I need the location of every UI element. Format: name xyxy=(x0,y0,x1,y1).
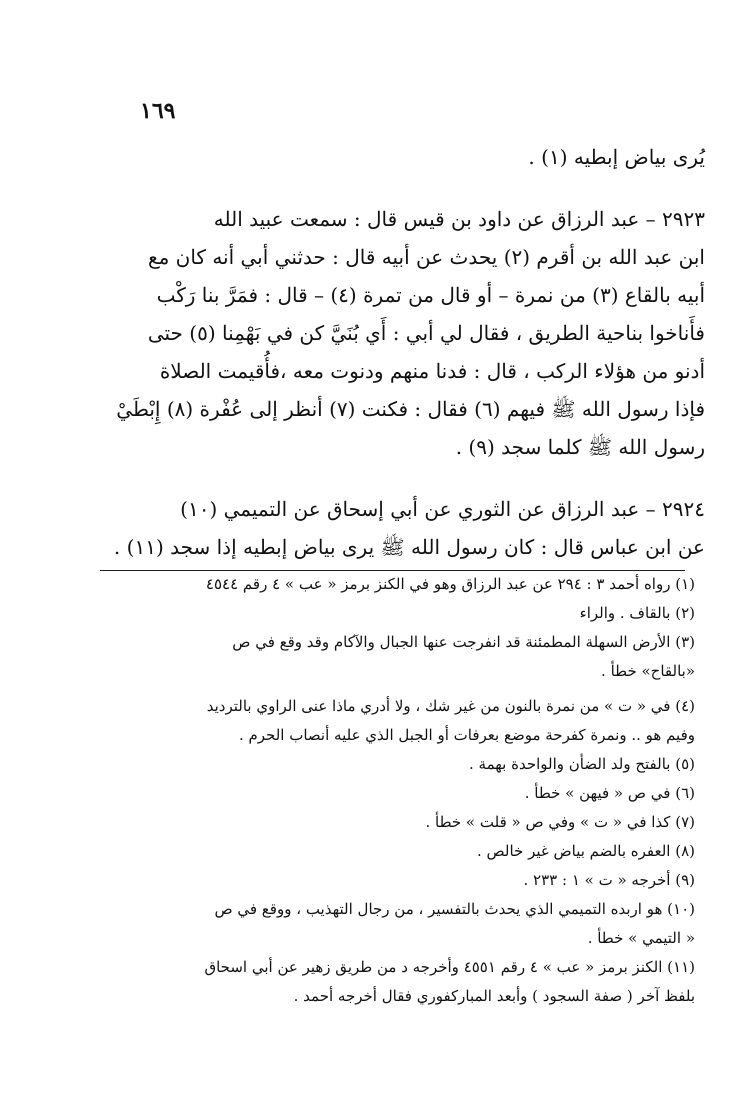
footnote-continuation: بلفظ آخر ( صفة السجود ) وأبعد المباركفوري فقال أخرجه أحمد . xyxy=(293,987,695,1005)
hadith-line: ٢٩٢٤ – عبد الرزاق عن الثوري عن أبي إسحاق عن التميمي (١٠) xyxy=(180,497,705,521)
hadith-line: رسول الله ﷺ كلما سجد (٩) . xyxy=(455,435,705,459)
hadith-line: ٢٩٢٣ – عبد الرزاق عن داود بن قيس قال : سمعت عبيد الله xyxy=(213,207,705,231)
footnotes xyxy=(95,570,695,1011)
hadith-line: عن ابن عباس قال : كان رسول الله ﷺ يرى بياض إبطيه إذا سجد (١١) . xyxy=(113,535,705,559)
page-number: ١٦٩ xyxy=(140,98,176,124)
hadith-line: أدنو من هؤلاء الركب ، قال : فدنا منهم ودنوت معه ،فأُقيمت الصلاة xyxy=(159,359,705,383)
intro-line: يُرى بياض إبطيه (١) . xyxy=(528,145,705,169)
footnote: (٣) الأرض السهلة المطمئنة قد انفرجت عنها الجبال والآكام وقد وقع في ص xyxy=(232,633,695,651)
footnote: (١١) الكنز برمز « عب » ٤ رقم ٤٥٥١ وأخرجه د من طريق زهير عن أبي اسحاق xyxy=(204,958,695,976)
hadith-line: فأَناخوا بناحية الطريق ، فقال لي أبي : أَي بُنَيَّ كن في بَهْمِنا (٥) حتى xyxy=(147,321,705,345)
main-text xyxy=(113,138,705,566)
footnote: (٤) في « ت » من نمرة بالنون من غير شك ، ولا أدري ماذا عنى الراوي بالترديد xyxy=(206,697,695,715)
hadith-2924 xyxy=(113,490,705,566)
footnote-continuation: «بالقاح» خطأ . xyxy=(601,662,695,680)
paragraph-gap xyxy=(120,466,705,490)
hadith-2923 xyxy=(116,200,705,466)
footnote: (٦) في ص « فيهن » خطأ . xyxy=(524,784,695,802)
hadith-line: ابن عبد الله بن أقرم (٢) يحدث عن أبيه قال : حدثني أبي أنه كان مع xyxy=(147,245,705,269)
footnote: (١) رواه أحمد ٣ : ٢٩٤ عن عبد الرزاق وهو في الكنز برمز « عب » ٤ رقم ٤٥٤٤ xyxy=(205,575,695,593)
footnote: (٥) بالفتح ولد الضأن والواحدة بهمة . xyxy=(469,755,695,773)
paragraph-gap xyxy=(120,176,705,200)
footnote-continuation: وفيم هو .. ونمرة كفرحة موضع بعرفات أو الجبل الذي عليه أنصاب الحرم . xyxy=(238,726,695,744)
footnote: (٢) بالقاف . والراء xyxy=(579,604,695,622)
footnote: (٧) كذا في « ت » وفي ص « قلت » خطأ . xyxy=(425,813,695,831)
footnote: (٩) أخرجه « ت » ١ : ٢٣٣ . xyxy=(523,871,695,889)
footnote: (١٠) هو اربده التميمي الذي يحدث بالتفسير ، من رجال التهذيب ، ووقع في ص xyxy=(214,900,695,918)
hadith-line: أبيه بالقاع (٣) من نمرة – أو قال من تمرة (٤) – قال : فمَرَّ بنا رَكْب xyxy=(156,283,705,307)
footnote-continuation: « التيمي » خطأ . xyxy=(587,929,695,947)
hadith-line: فإذا رسول الله ﷺ فيهم (٦) فقال : فكنت (٧) أنظر إلى عُفْرة (٨) إِبْطَيْ xyxy=(116,397,705,421)
footnote: (٨) العفره بالضم بياض غير خالص . xyxy=(477,842,695,860)
